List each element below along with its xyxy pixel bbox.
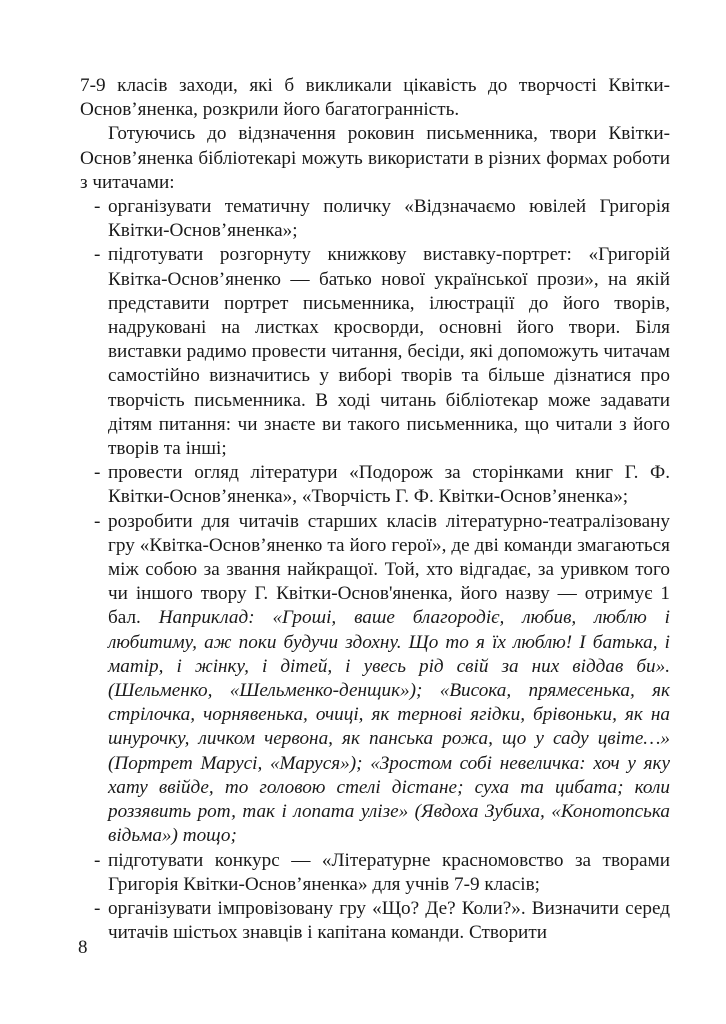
- quote-examples: Наприклад: «Гроші, ваше благородіє, любив, люблю і любитиму, аж поки будучи здохну. Що то я їх люблю! І батька, і матір, і жінку, і дітей, і увесь рід свій за них віддав би». (Шельменко, «Шельменко-денщик»); «Висока, прямесенька, як стрілочка, чорнявенька, очиці, як тернові ягідки, брівоньки, як на шнурочку, личком червона, як панська рожа, що у саду цвіте…» (Портрет Марусі, «Маруся»); «Зростом собі невеличка: хоч у яку хату ввійде, то головою стелі дістане; суха та цибата; коли роззявить рот, так і лопата улізе» (Явдоха Зубиха, «Конотопська відьма») тощо;: [108, 607, 670, 847]
- list-item: [80, 849, 670, 897]
- list-item: [80, 897, 670, 945]
- paragraph-continuation: 7-9 класів заходи, які б викликали цікавість до творчості Квітки-Основ’яненка, розкрили його багатогранність.: [80, 75, 670, 121]
- page-number: 8: [78, 937, 88, 958]
- list-item: [80, 461, 670, 509]
- list-item: [80, 195, 670, 243]
- list-item: [80, 243, 670, 461]
- paragraph-intro: Готуючись до відзначення роковин письменника, твори Квітки-Основ’яненка бібліотекарі можуть використати в різних формах роботи з читачами:: [80, 123, 670, 193]
- list-item-text: розробити для читачів старших класів літературно-театралізовану гру «Квітка-Основ’яненко та його герої», де дві команди змагаються між собою за звання найкращої. Той, хто відгадає, за уривком того чи іншого твору Г. Квітки-Основ'яненка, його назву — отримує 1 бал.: [108, 510, 670, 629]
- main-text: [80, 74, 670, 945]
- list-item-text: підготувати розгорнуту книжкову виставку-портрет: «Григорій Квітка-Основ’яненко — батько нової української прози», на якій представити портрет письменника, ілюстрації до його творів, надруковані на листках кросворди, основні його твори. Біля виставки радимо провести читання, бесіди, які допоможуть читачам самостійно визначитись у виборі творів та більше дізнатися про творчість письменника. В ході читань бібліотекар може задавати дітям питання: чи знаєте ви такого письменника, що читали з його творів та інші;: [108, 244, 670, 460]
- list-item-text: підготувати конкурс — «Літературне красномовство за творами Григорія Квітки-Основ’яненка» для учнів 7-9 класів;: [108, 849, 670, 895]
- list-item-text: провести огляд літератури «Подорож за сторінками книг Г. Ф. Квітки-Основ’яненка», «Творчість Г. Ф. Квітки-Основ’яненка»;: [108, 462, 670, 508]
- list-item: [80, 510, 670, 849]
- list-item-text: організувати тематичну поличку «Відзначаємо ювілей Григорія Квітки-Основ’яненка»;: [108, 196, 670, 242]
- activity-list: [80, 195, 670, 945]
- list-item-text: організувати імпровізовану гру «Що? Де? Коли?». Визначити серед читачів шістьох знавців і капітана команди. Створити: [108, 897, 670, 944]
